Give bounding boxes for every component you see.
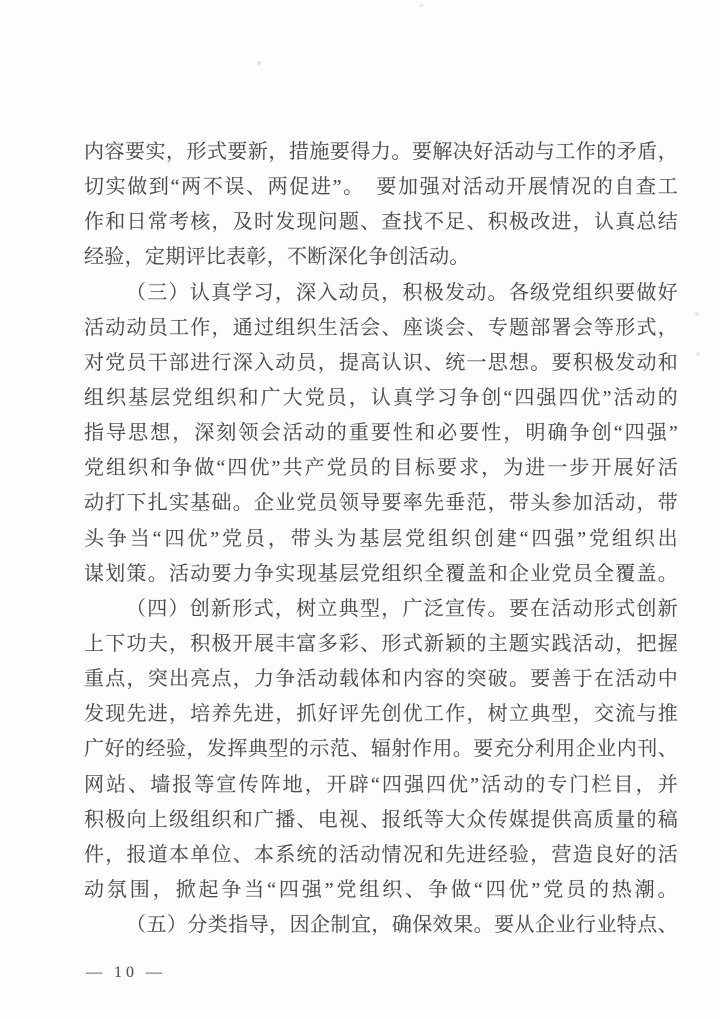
text-line: 党组织和争做“四优”共产党员的目标要求，为进一步开展好活	[84, 457, 678, 480]
text-line: 发现先进，培养先进，抓好评先创优工作，树立典型，交流与推	[84, 703, 678, 726]
document-body	[84, 135, 678, 943]
text-line: 重点，突出亮点，力争活动载体和内容的突破。要善于在活动中	[84, 668, 678, 691]
text-line: 活动动员工作，通过组织生活会、座谈会、专题部署会等形式，	[84, 316, 678, 339]
scan-speck	[419, 4, 424, 7]
text-line: 积极向上级组织和广播、电视、报纸等大众传媒提供高质量的稿	[84, 808, 678, 831]
text-line: 切实做到“两不误、两促进”。 要加强对活动开展情况的自查工	[84, 176, 678, 199]
text-line: 谋划策。活动要力争实现基层党组织全覆盖和企业党员全覆盖。	[84, 562, 678, 585]
text-line: 头争当“四优”党员，带头为基层党组织创建“四强”党组织出	[84, 527, 678, 550]
text-line: 件，报道本单位、本系统的活动情况和先进经验，营造良好的活	[84, 843, 678, 866]
text-line: （四）创新形式，树立典型，广泛宣传。要在活动形式创新	[126, 597, 678, 620]
text-line: 广好的经验，发挥典型的示范、辐射作用。要充分利用企业内刊、	[84, 738, 678, 761]
text-line: （三）认真学习，深入动员，积极发动。各级党组织要做好	[126, 281, 678, 304]
text-line: 对党员干部进行深入动员，提高认识、统一思想。要积极发动和	[84, 351, 678, 374]
scan-speck	[696, 352, 700, 356]
text-line: （五）分类指导，因企制宜，确保效果。要从企业行业特点、	[126, 914, 678, 937]
text-line: 作和日常考核，及时发现问题、查找不足、积极改进，认真总结	[84, 211, 678, 234]
text-line: 网站、墙报等宣传阵地，开辟“四强四优”活动的专门栏目，并	[84, 773, 678, 796]
page-number: — 10 —	[86, 964, 166, 981]
scan-speck	[257, 61, 261, 65]
text-line: 指导思想，深刻领会活动的重要性和必要性，明确争创“四强”	[84, 422, 678, 445]
text-line: 动打下扎实基础。企业党员领导要率先垂范，带头参加活动，带	[84, 492, 678, 515]
text-line: 经验，定期评比表彰，不断深化争创活动。	[84, 246, 470, 269]
text-line: 内容要实，形式要新，措施要得力。要解决好活动与工作的矛盾，	[84, 141, 678, 163]
text-line: 组织基层党组织和广大党员，认真学习争创“四强四优”活动的	[84, 386, 678, 409]
text-line: 动氛围，掀起争当“四强”党组织、争做“四优”党员的热潮。	[84, 878, 678, 901]
text-line: 上下功夫，积极开展丰富多彩、形式新颖的主题实践活动，把握	[84, 632, 678, 655]
scan-speck	[695, 312, 699, 316]
